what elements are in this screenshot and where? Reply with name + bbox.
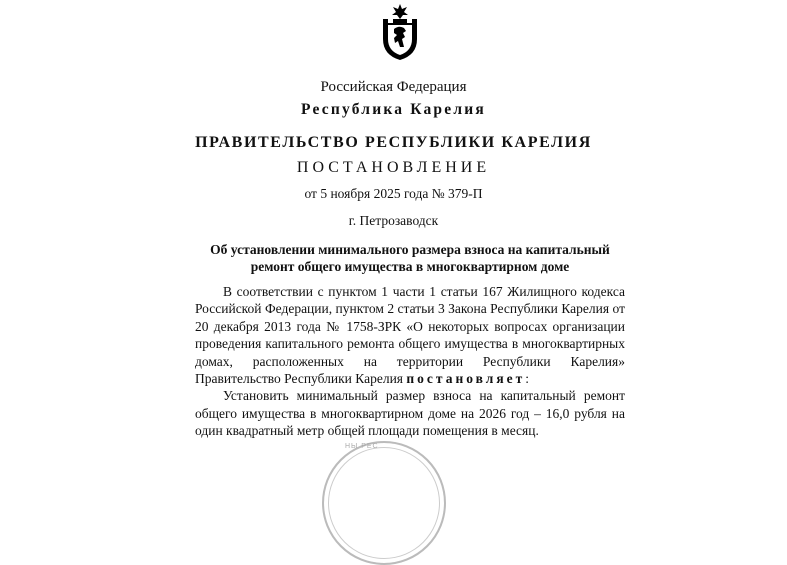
document-title bbox=[195, 241, 625, 275]
document-body bbox=[195, 283, 625, 440]
city: г. Петрозаводск bbox=[348, 213, 439, 228]
preamble-text: В соответствии с пунктом 1 части 1 статьи 167 Жилищного кодекса Российской Федерации, пунктом 2 статьи 3 Закона Республики Карелия от 20 декабря 2013 года № 1758-ЗРК «О некоторых вопросах организации проведения капитального ремонта общего имущества в многоквартирных домах, расположенных на территории Республики Карелия» Правительство Республики Карелия bbox=[195, 284, 625, 387]
title-line-2: ремонт общего имущества в многоквартирном доме bbox=[250, 259, 570, 274]
seal-text: НЫ РЕС bbox=[345, 443, 379, 450]
republic-name: Республика Карелия bbox=[301, 101, 486, 118]
resolves-emphasis: постановляет bbox=[406, 371, 526, 387]
preamble-end: : bbox=[525, 371, 530, 387]
title-line-1: Об установлении минимального размера взноса на капитальный bbox=[210, 242, 610, 257]
official-seal bbox=[322, 441, 446, 565]
government-name: ПРАВИТЕЛЬСТВО РЕСПУБЛИКИ КАРЕЛИЯ bbox=[195, 134, 592, 151]
preamble-paragraph bbox=[195, 283, 625, 387]
document-type: ПОСТАНОВЛЕНИЕ bbox=[296, 159, 491, 176]
date-number: от 5 ноября 2025 года № 379-П bbox=[304, 186, 483, 201]
karelia-coat-of-arms-icon bbox=[377, 3, 423, 61]
country-name: Российская Федерация bbox=[320, 79, 467, 95]
resolution-paragraph: Установить минимальный размер взноса на капитальный ремонт общего имущества в многоквартирном доме на 2026 год – 16,0 рубля на один квадратный метр общей площади помещения в месяц. bbox=[195, 388, 625, 439]
